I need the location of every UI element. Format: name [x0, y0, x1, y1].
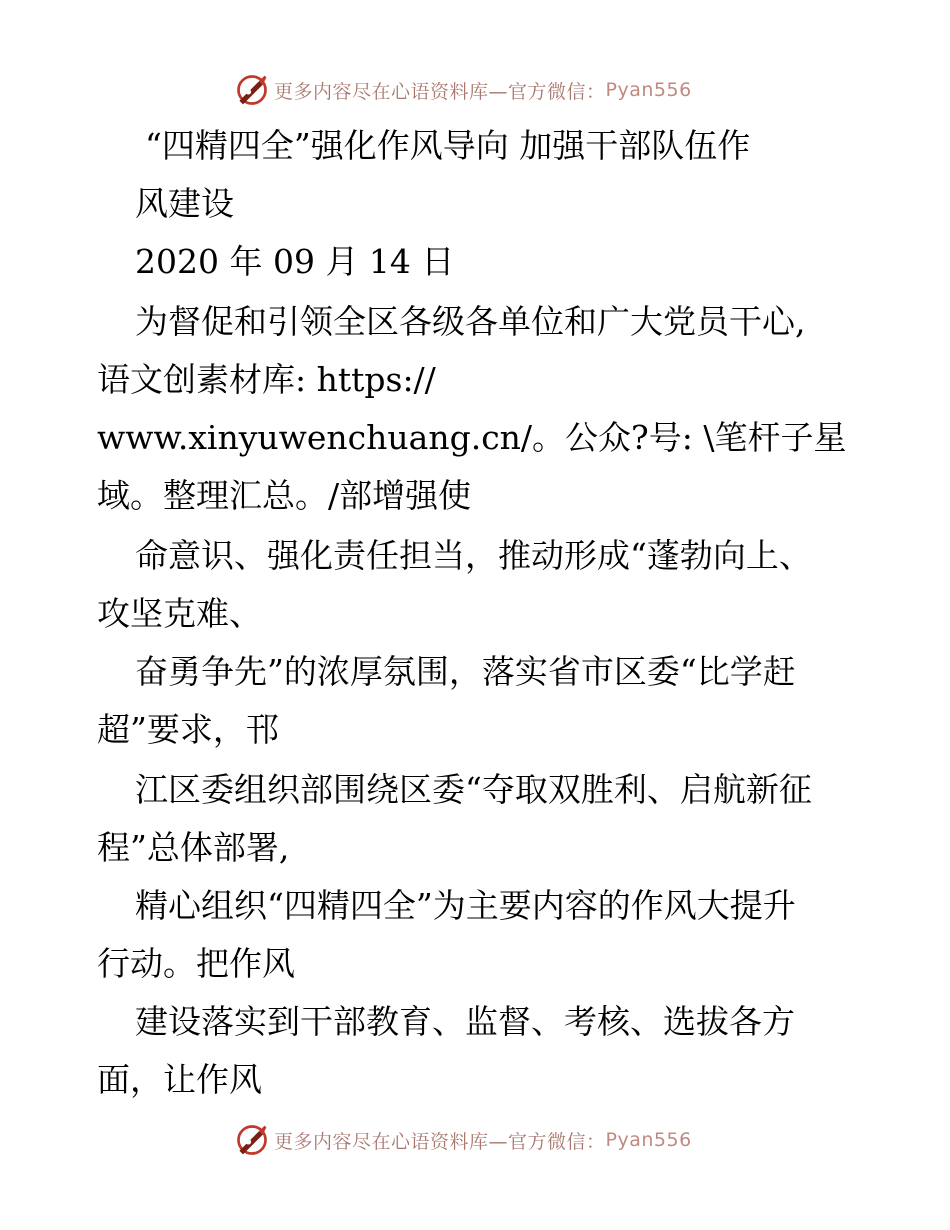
body-line: 为督促和引领全区各级各单位和广大党员干心,	[135, 302, 806, 341]
body-line: 奋勇争先”的浓厚氛围，落实省市区委“比学赶	[135, 652, 796, 691]
body-line: 建设落实到干部教育、监督、考核、选拔各方	[135, 1002, 795, 1041]
banner-handle: Pyan556	[605, 79, 692, 101]
banner-handle: Pyan556	[605, 1129, 692, 1151]
body-line: www.xinyuwenchuang.cn/。公众?号: \笔杆子星	[97, 418, 847, 457]
body-line: 攻坚克难、	[97, 594, 262, 633]
footer-banner	[0, 1120, 950, 1160]
header-banner	[0, 70, 950, 110]
body-line: 超”要求，邗	[97, 710, 279, 749]
banner-text: 更多内容尽在心语资料库—官方微信：	[274, 80, 606, 103]
document-title-line-2: 风建设	[135, 184, 234, 223]
body-line: 域。整理汇总。/部增强使	[97, 476, 472, 515]
document-title-line-1: “四精四全”强化作风导向 加强干部队伍作	[145, 126, 751, 165]
pen-logo-icon	[234, 72, 270, 108]
banner-text: 更多内容尽在心语资料库—官方微信：	[274, 1130, 606, 1153]
body-line: 命意识、强化责任担当，推动形成“蓬勃向上、	[135, 536, 812, 575]
body-line: 语文创素材库: https://	[97, 360, 436, 399]
body-line: 精心组织“四精四全”为主要内容的作风大提升	[135, 886, 796, 925]
document-date: 2020 年 09 月 14 日	[135, 242, 455, 281]
body-line: 行动。把作风	[97, 944, 295, 983]
body-line: 面，让作风	[97, 1060, 262, 1099]
body-line: 程”总体部署,	[97, 828, 290, 867]
body-line: 江区委组织部围绕区委“夺取双胜利、启航新征	[135, 770, 812, 809]
pen-logo-icon	[234, 1122, 270, 1158]
